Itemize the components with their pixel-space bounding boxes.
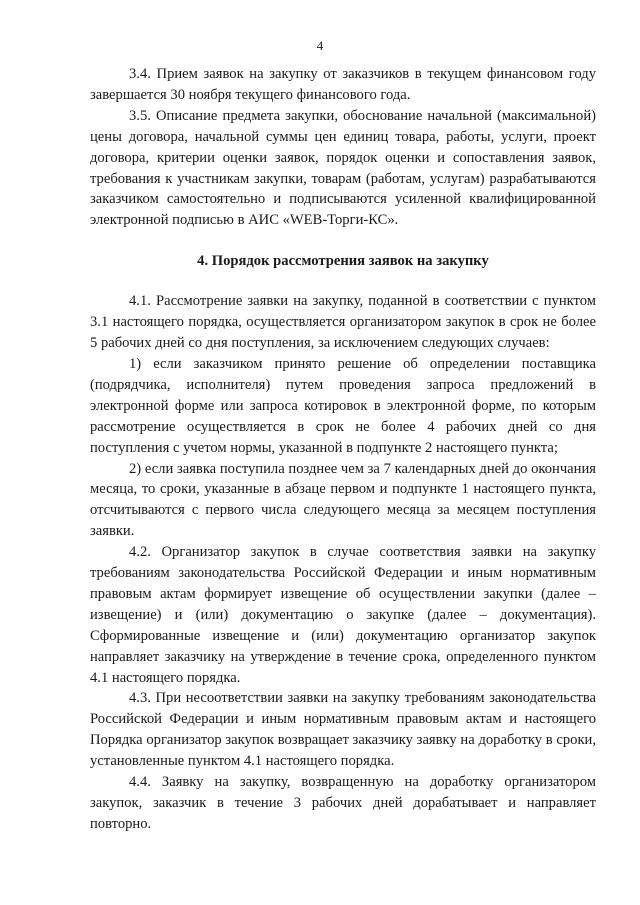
paragraph-4-1: 4.1. Рассмотрение заявки на закупку, поданной в соответствии с пунктом 3.1 настоящего порядка, осуществляется организатором закупок в срок не более 5 рабочих дней со дня поступления, за исключением следующих случаев: — [90, 293, 596, 352]
paragraph-4-2: 4.2. Организатор закупок в случае соответствия заявки на закупку требованиям законодательства Российской Федерации и иным нормативным правовым актам формирует извещение об осуществлении закупки (далее – извещение) и (или) документацию о закупке (далее – документация). Сформированные извещение и (или) документацию организатор закупок направляет заказчику на утверждение в течение срока, определенного пунктом 4.1 настоящего порядка. — [90, 544, 596, 686]
document-body — [90, 64, 596, 835]
subparagraph-4-1-2: 2) если заявка поступила позднее чем за 7 календарных дней до окончания месяца, то сроки, указанные в абзаце первом и подпункте 1 настоящего пункта, отсчитываются с первого числа следующего месяца за месяцем поступления заявки. — [90, 460, 596, 540]
paragraph-3-5: 3.5. Описание предмета закупки, обоснование начальной (максимальной) цены договора, начальной суммы цен единиц товара, работы, услуги, проект договора, критерии оценки заявок, порядок оценки и сопоставления заявок, требования к участникам закупки, товарам (работам, услугам) разрабатываются заказчиком самостоятельно и подписываются усиленной квалифицированной электронной подписью в АИС «WEB-Торги-КС». — [90, 107, 596, 229]
paragraph-3-4: 3.4. Прием заявок на закупку от заказчиков в текущем финансовом году завершается 30 ноября текущего финансового года. — [90, 66, 596, 103]
subparagraph-4-1-1: 1) если заказчиком принято решение об определении поставщика (подрядчика, исполнителя) путем проведения запроса предложений в электронной форме или запроса котировок в электронной форме, по которым рассмотрение осуществляется в срок не более 4 рабочих дней со дня поступления с учетом нормы, указанной в подпункте 2 настоящего пункта; — [90, 355, 596, 456]
paragraph-4-4: 4.4. Заявку на закупку, возвращенную на доработку организатором закупок, заказчик в течение 3 рабочих дней дорабатывает и направляет повторно. — [90, 774, 596, 832]
section-heading: 4. Порядок рассмотрения заявок на закупку — [197, 253, 489, 270]
paragraph-4-3: 4.3. При несоответствии заявки на закупку требованиям законодательства Российской Федерации и иным нормативным правовым актам и настоящего Порядка организатор закупок возвращает заказчику заявку на доработку в сроки, установленные пунктом 4.1 настоящего порядка. — [90, 690, 596, 770]
page-number: 4 — [316, 38, 324, 53]
